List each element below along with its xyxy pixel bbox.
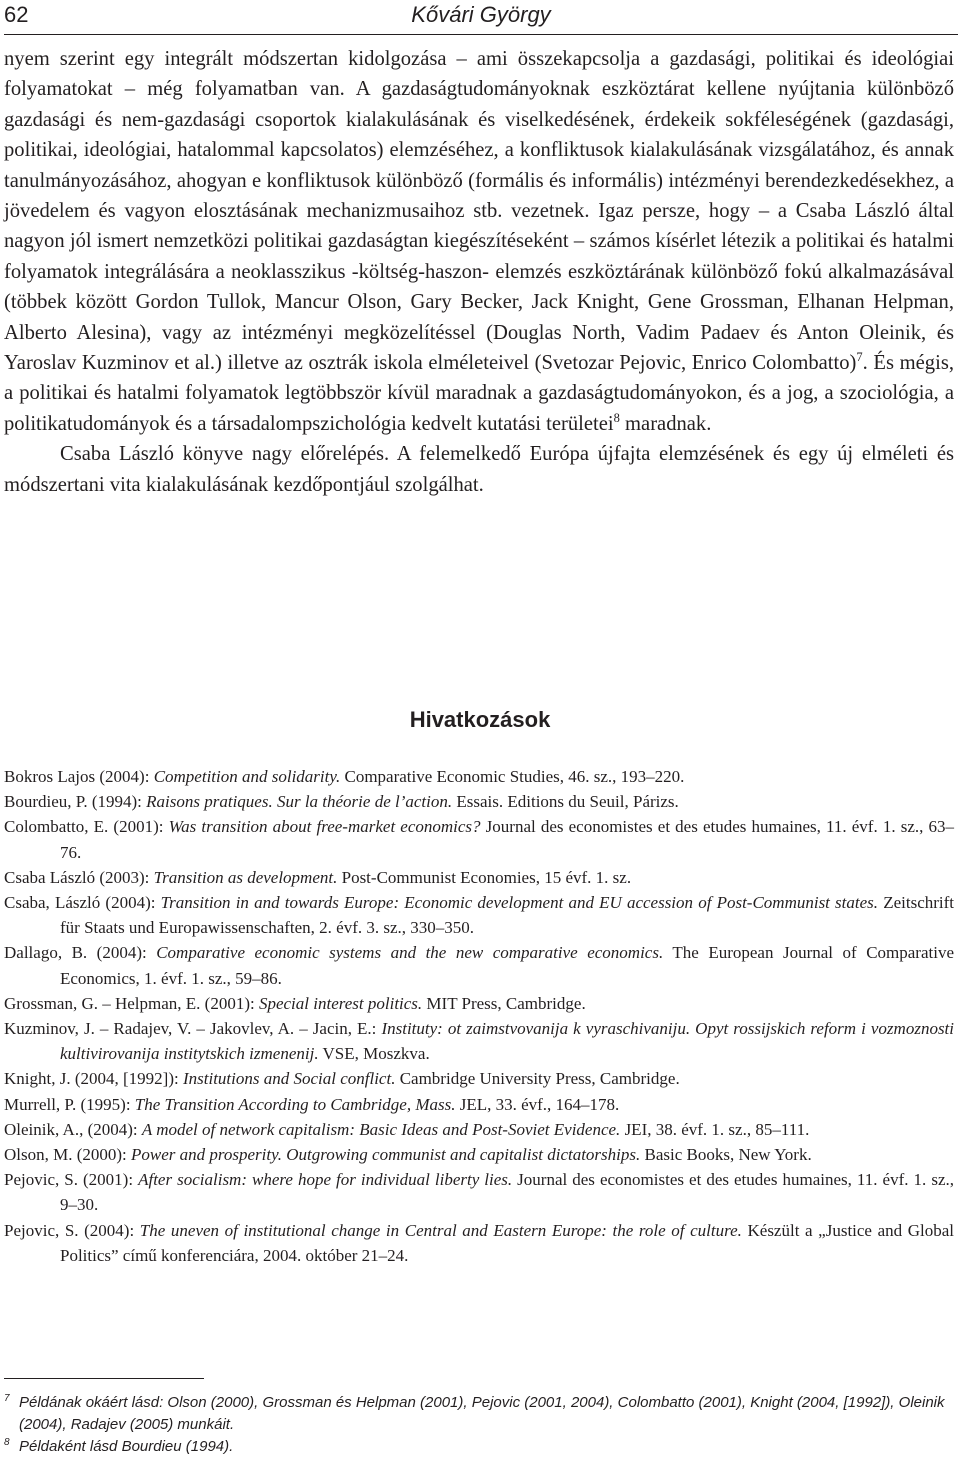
reference-entry <box>4 814 954 864</box>
reference-entry <box>4 1167 954 1217</box>
reference-source: JEI, 38. évf. 1. sz., 85–111. <box>620 1119 810 1139</box>
reference-entry <box>4 764 954 789</box>
reference-source: Comparative Economic Studies, 46. sz., 193–220. <box>340 767 685 786</box>
reference-author: Grossman, G. – Helpman, E. (2001): <box>4 993 259 1013</box>
footnote-8: 8 Példaként lásd Bourdieu (1994). <box>4 1437 234 1455</box>
reference-title: Transition in and towards Europe: Economic development and EU accession of Post-Communist states. <box>160 893 879 913</box>
reference-title: After socialism: where hope for individual liberty lies. <box>138 1170 513 1190</box>
reference-author: Dallago, B. (2004): <box>4 943 157 963</box>
reference-entry <box>4 865 954 890</box>
reference-author: Pejovic, S. (2001): <box>4 1170 139 1190</box>
reference-source: Készült a „Justice and Global Politics” című konferenciára, 2004. október 21–24. <box>60 1220 954 1265</box>
body-text <box>4 44 954 500</box>
reference-title: Transition as development. <box>153 867 338 887</box>
reference-source: MIT Press, Cambridge. <box>422 993 586 1013</box>
reference-author: Knight, J. (2004, [1992]): <box>4 1069 183 1089</box>
reference-source: Journal des economistes et des etudes humaines, 11. évf. 1. sz., 9–30. <box>60 1170 954 1215</box>
reference-entry <box>4 1016 954 1066</box>
footnote-divider <box>4 1378 204 1379</box>
reference-author: Colombatto, E. (2001): <box>4 817 169 837</box>
reference-entry <box>4 1066 954 1091</box>
reference-title: A model of network capitalism: Basic Ideas and Post-Soviet Evidence. <box>141 1119 621 1139</box>
reference-entry <box>4 940 954 990</box>
footnote-reference-8[interactable]: 8 <box>613 410 620 425</box>
paragraph-text: nyem szerint egy integrált módszertan kidolgozása – ami összekapcsolja a gazdasági, politikai és ideológiai folyamatokat – még folyamatban van. A gazdaságtudományoknak eszköztárat kellene nyújtania különböző gazdasági és nem-gazdasági csoportok kialakulásának és viselkedésének, érdekeik sokféleségének (gazdasági, politikai, ideológiai, hatalommal kapcsolatos) elemzéséhez, a konfliktusok kialakulásának vizsgálatához, és annak tanulmányozásához, ahogyan e konfliktusok különböző (formális és informális) intézményi berendezkedésekhez, a jövedelem és vagyon elosztásának mechanizmusaihoz stb. vezetnek. Igaz persze, hogy – a Csaba László által nagyon jól ismert nemzetközi politikai gazdaságtan kiegészítéseként – számos kísérlet létezik a politikai és hatalmi folyamatok integrálására a neoklasszikus -költség-haszon- elemzés eszköztárának különböző fokú alkalmazásával (többek között Gordon Tullok, Mancur Olson, Gary Becker, Jack Knight, Gene Grossman, Elhanan Helpman, Alberto Alesina), vagy az intézményi megközelítéssel (Douglas North, Vadim Padaev és Anton Oleinik, és Yaroslav Kuzminov et al.) illetve az osztrák iskola elméleteivel (Svetozar Pejovic, Enrico Colombatto) <box>4 48 954 375</box>
reference-author: Kuzminov, J. – Radajev, V. – Jakovlev, A. – Jacin, E.: <box>4 1019 382 1039</box>
footnotes <box>4 1392 954 1458</box>
reference-entry <box>4 1117 954 1142</box>
footnote-text: Példának okáért lásd: Olson (2000), Grossman és Helpman (2001), Pejovic (2001, 2004), Colombatto (2001), Knight (2004, [1992]), Oleinik (2004), Radajev (2005) munkáit. <box>19 1394 945 1433</box>
reference-title: The uneven of institutional change in Central and Eastern Europe: the role of culture. <box>139 1220 742 1240</box>
body-paragraph <box>4 44 954 439</box>
footnote-text: Példaként lásd Bourdieu (1994). <box>19 1438 234 1455</box>
reference-source: Essais. Editions du Seuil, Párizs. <box>452 792 679 812</box>
paragraph-text: . És mégis, a politikai és hatalmi folyamatok legtöbbször kívül maradnak a gazdaságtudományokon, és a jog, a szociológia, a politikatudományok és a társadalompszichológia kedvelt kutatási területei <box>4 352 954 435</box>
reference-title: Raisons pratiques. Sur la théorie de l’action. <box>146 792 453 812</box>
reference-author: Bokros Lajos (2004): <box>4 767 154 786</box>
reference-entry <box>4 1218 954 1268</box>
reference-title: Was transition about free-market economics? <box>168 817 481 837</box>
reference-source: JEL, 33. évf., 164–178. <box>455 1094 620 1114</box>
reference-source: VSE, Moszkva. <box>318 1044 430 1064</box>
running-header <box>4 0 958 35</box>
reference-author: Bourdieu, P. (1994): <box>4 792 147 812</box>
paragraph-text: maradnak. <box>619 412 712 435</box>
footnote-7: 7 Példának okáért lásd: Olson (2000), Grossman és Helpman (2001), Pejovic (2001, 2004), Colombatto (2001), Knight (2004, [1992]), Oleinik (2004), Radajev (2005) munkáit. <box>4 1393 945 1433</box>
footnote-reference-7[interactable]: 7 <box>856 350 863 365</box>
reference-title: Power and prosperity. Outgrowing communist and capitalist dictatorships. <box>131 1145 641 1165</box>
reference-title: Comparative economic systems and the new comparative economics. <box>156 943 664 963</box>
reference-author: Pejovic, S. (2004): <box>4 1220 140 1240</box>
page-number: 62 <box>4 2 29 27</box>
reference-entry <box>4 1142 954 1167</box>
reference-source: Zeitschrift für Staats und Europawissenschaften, 2. évf. 3. sz., 330–350. <box>60 893 955 938</box>
reference-author: Csaba, László (2004): <box>4 893 161 913</box>
reference-title: Institutions and Social conflict. <box>182 1069 396 1089</box>
reference-entry <box>4 1092 954 1117</box>
reference-title: Special interest politics. <box>258 993 423 1013</box>
reference-author: Oleinik, A., (2004): <box>4 1119 142 1139</box>
reference-title: Instituty: ot zaimstvovanija k vyraschivaniju. Opyt rossijskich reform i vozmoznosti kultivirovanija institytskich izmenenij. <box>60 1019 954 1064</box>
reference-author: Csaba László (2003): <box>4 867 154 887</box>
reference-source: The European Journal of Comparative Economics, 1. évf. 1. sz., 59–86. <box>60 943 955 988</box>
body-paragraph: Csaba László könyve nagy előrelépés. A felemelkedő Európa újfajta elemzésének és egy új elméleti és módszertani vita kialakulásának kezdőpontjául szolgálhat. <box>4 443 954 496</box>
reference-source: Basic Books, New York. <box>640 1145 812 1165</box>
reference-source: Post-Communist Economies, 15 évf. 1. sz. <box>337 867 632 887</box>
reference-title: Competition and solidarity. <box>153 767 341 786</box>
reference-entry <box>4 890 954 940</box>
reference-entry <box>4 991 954 1016</box>
references-heading: Hivatkozások <box>409 707 551 732</box>
running-header-author: Kővári György <box>411 2 551 27</box>
reference-entry <box>4 789 954 814</box>
references-list <box>4 764 954 1268</box>
reference-author: Olson, M. (2000): <box>4 1145 132 1165</box>
reference-title: The Transition According to Cambridge, Mass. <box>134 1094 456 1114</box>
reference-source: Cambridge University Press, Cambridge. <box>395 1069 680 1089</box>
reference-author: Murrell, P. (1995): <box>4 1094 135 1114</box>
reference-source: Journal des economistes et des etudes humaines, 11. évf. 1. sz., 63–76. <box>60 817 954 862</box>
